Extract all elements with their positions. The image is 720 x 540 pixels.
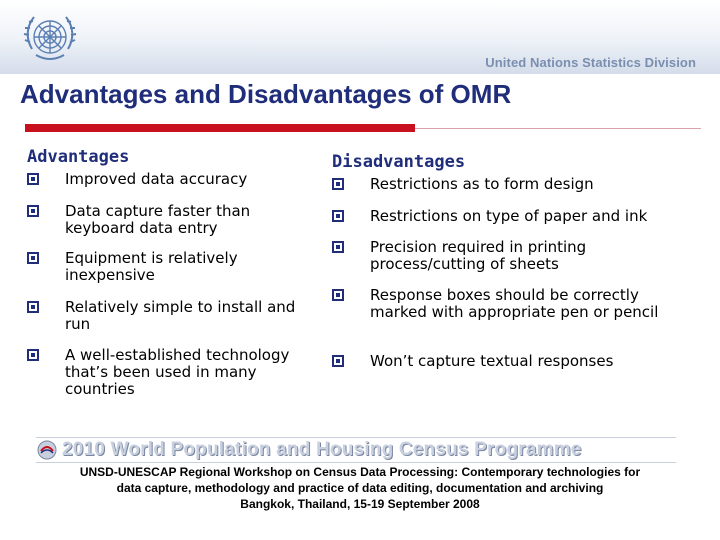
advantage-item xyxy=(27,203,307,237)
advantage-item xyxy=(27,171,307,188)
disadvantage-item xyxy=(332,353,702,370)
disadvantage-item-text: Restrictions on type of paper and ink xyxy=(370,207,648,225)
square-bullet-icon xyxy=(27,173,39,185)
square-bullet-icon xyxy=(27,349,39,361)
advantage-item-text: A well-established technology that’s been used in many countries xyxy=(65,346,290,398)
disadvantage-item-text: Response boxes should be correctly marked with appropriate pen or pencil xyxy=(370,286,659,321)
advantage-item xyxy=(27,299,317,333)
square-bullet-icon xyxy=(27,252,39,264)
workshop-caption xyxy=(0,464,720,512)
page-title: Advantages and Disadvantages of OMR xyxy=(20,79,512,109)
workshop-caption-line: UNSD-UNESCAP Regional Workshop on Census Data Processing: Contemporary technologies for xyxy=(79,465,641,479)
disadvantage-item-text: Won’t capture textual responses xyxy=(370,352,614,370)
disadvantage-item xyxy=(332,208,717,225)
advantages-heading: Advantages xyxy=(27,147,130,167)
advantage-item xyxy=(27,250,307,284)
division-name: United Nations Statistics Division xyxy=(485,55,696,70)
square-bullet-icon xyxy=(332,355,344,367)
census-programme-title: 2010 World Population and Housing Census Programme xyxy=(62,439,582,460)
disadvantage-item xyxy=(332,287,702,321)
un-emblem-icon xyxy=(20,9,80,69)
square-bullet-icon xyxy=(332,289,344,301)
workshop-caption-line: data capture, methodology and practice of data editing, documentation and archiving xyxy=(116,481,604,495)
square-bullet-icon xyxy=(332,178,344,190)
disadvantages-heading: Disadvantages xyxy=(332,152,466,172)
title-rule-thin xyxy=(415,128,701,129)
workshop-caption-line: Bangkok, Thailand, 15-19 September 2008 xyxy=(240,497,480,511)
disadvantage-item xyxy=(332,239,692,273)
square-bullet-icon xyxy=(332,241,344,253)
advantage-item-text: Improved data accuracy xyxy=(65,170,248,188)
census-programme-banner xyxy=(36,437,676,463)
advantage-item xyxy=(27,347,297,398)
disadvantage-item xyxy=(332,176,712,193)
advantage-item-text: Relatively simple to install and run xyxy=(65,298,296,333)
disadvantage-item-text: Restrictions as to form design xyxy=(370,175,594,193)
square-bullet-icon xyxy=(27,301,39,313)
square-bullet-icon xyxy=(27,205,39,217)
square-bullet-icon xyxy=(332,210,344,222)
title-rule-red xyxy=(25,124,415,132)
census-programme-logo-icon xyxy=(36,439,58,461)
disadvantage-item-text: Precision required in printing process/cutting of sheets xyxy=(370,238,587,273)
advantage-item-text: Equipment is relatively inexpensive xyxy=(65,249,238,284)
advantage-item-text: Data capture faster than keyboard data entry xyxy=(65,202,251,237)
